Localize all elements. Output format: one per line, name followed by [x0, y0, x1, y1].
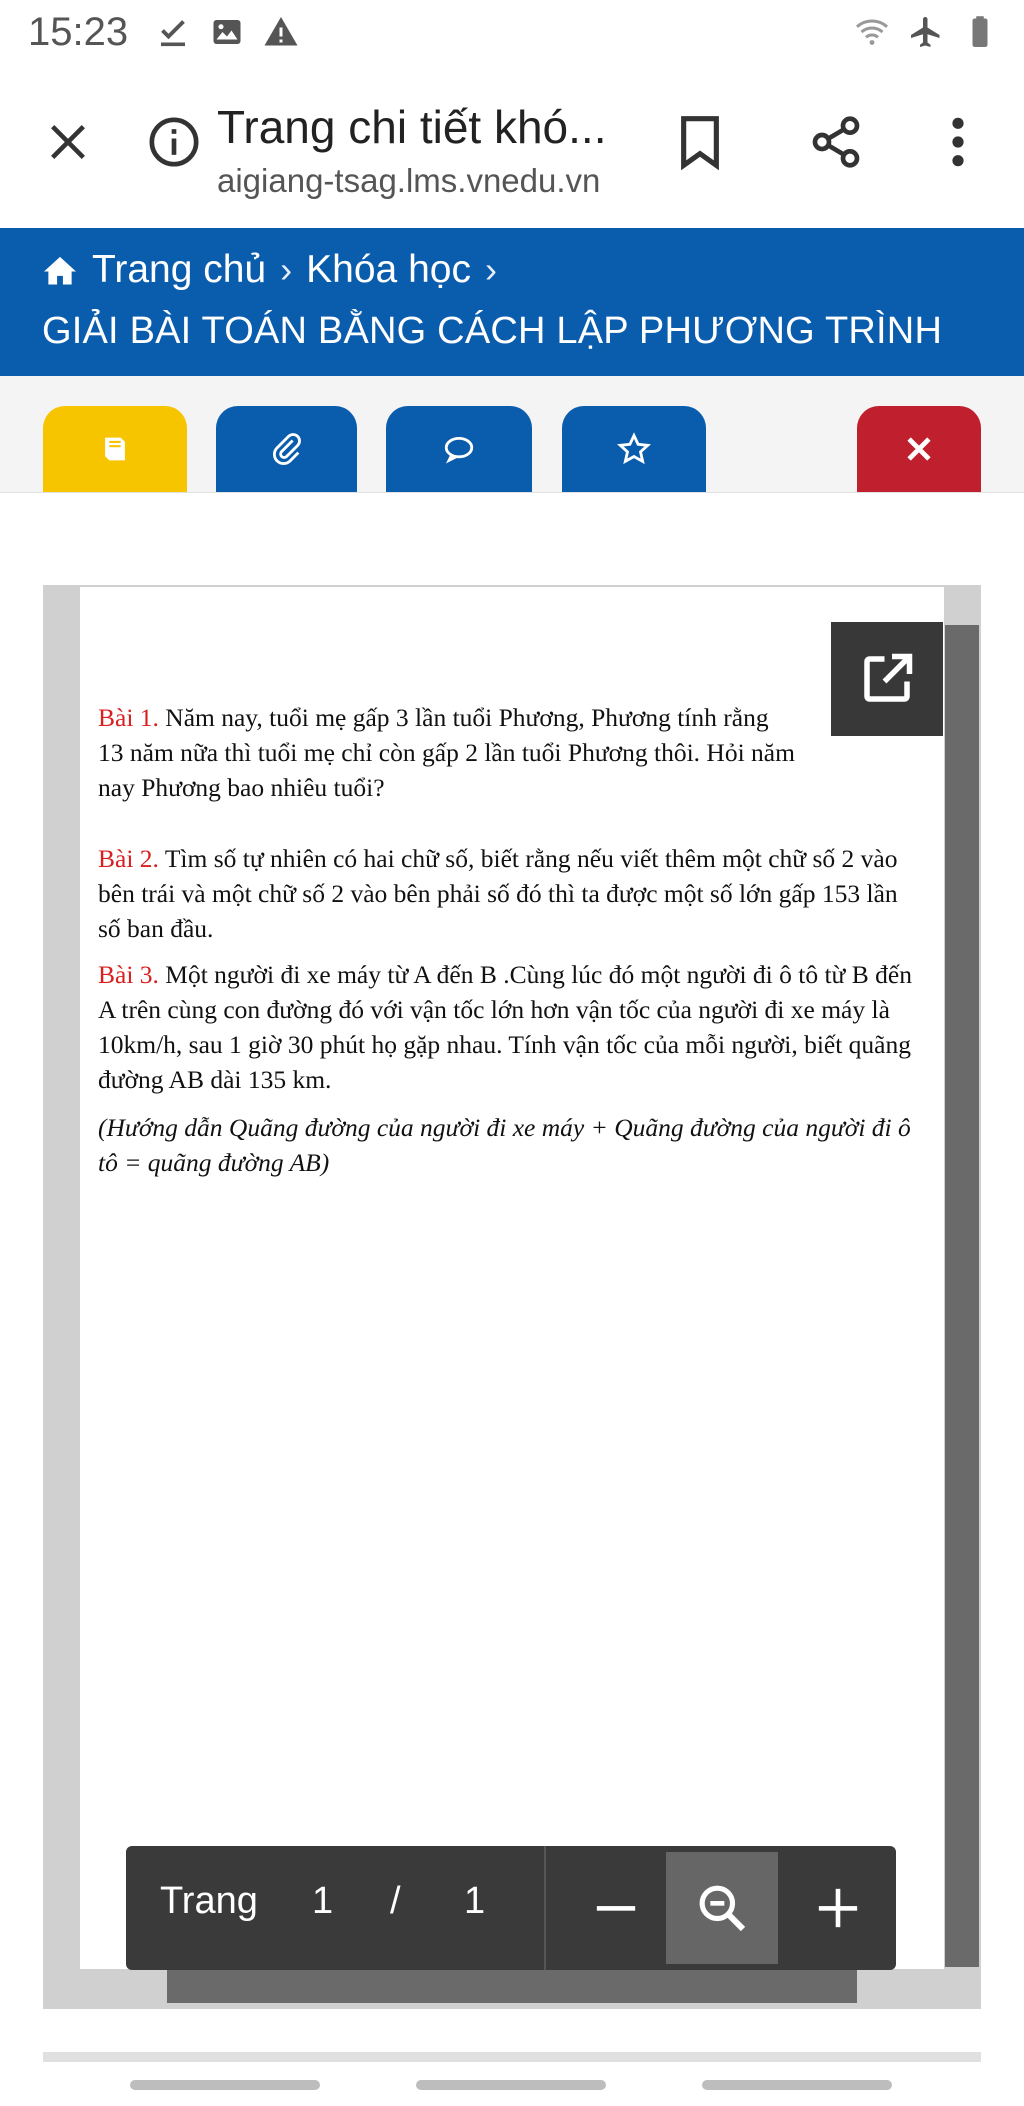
page-label: Trang	[160, 1880, 258, 1922]
home-icon	[42, 254, 78, 286]
site-info-button[interactable]	[138, 106, 210, 178]
scrollbar-thumb[interactable]	[945, 625, 979, 1967]
close-icon	[902, 432, 936, 466]
image-icon	[209, 14, 245, 50]
clock: 15:23	[28, 10, 129, 54]
breadcrumb-home[interactable]: Trang chủ	[92, 248, 267, 291]
status-bar	[0, 0, 1024, 68]
warning-icon	[263, 14, 299, 50]
share-button[interactable]	[800, 106, 872, 178]
browser-toolbar	[0, 68, 1024, 229]
system-nav-handle[interactable]	[702, 2080, 892, 2090]
current-page[interactable]: 1	[312, 1880, 334, 1922]
lesson-tabs	[0, 376, 1024, 493]
more-vert-icon	[938, 114, 978, 170]
tab-attachments[interactable]	[216, 406, 357, 492]
page-title: Trang chi tiết khó...	[217, 101, 607, 153]
zoom-in-button[interactable]	[788, 1856, 888, 1960]
minus-icon	[593, 1885, 639, 1931]
tab-comments[interactable]	[386, 406, 532, 492]
zoom-out-button[interactable]	[566, 1856, 666, 1960]
close-icon	[45, 119, 91, 165]
horizontal-scrollbar[interactable]	[167, 1969, 857, 2003]
share-icon	[808, 114, 864, 170]
chevron-right-icon: ›	[484, 249, 497, 290]
course-header	[0, 228, 1024, 376]
star-icon	[617, 432, 651, 466]
bookmark-icon	[675, 114, 725, 170]
battery-icon	[962, 14, 998, 50]
bookmark-button[interactable]	[664, 106, 736, 178]
problem-2	[98, 841, 918, 946]
page-separator: /	[390, 1880, 401, 1922]
download-done-icon	[155, 14, 191, 50]
problem-3	[98, 957, 918, 1097]
problem-label: Bài 2.	[98, 844, 159, 873]
system-nav-handle[interactable]	[416, 2080, 606, 2090]
problem-1	[98, 700, 798, 805]
breadcrumb	[42, 248, 497, 292]
book-icon	[98, 432, 132, 466]
zoom-reset-button[interactable]	[666, 1852, 778, 1964]
close-tab-button[interactable]	[32, 106, 104, 178]
problem-text: Năm nay, tuổi mẹ gấp 3 lần tuổi Phương, Phương tính rằng 13 năm nữa thì tuổi mẹ chỉ còn gấp 2 lần tuổi Phương thôi. Hỏi năm nay Phương bao nhiêu tuổi?	[98, 703, 795, 802]
divider	[544, 1846, 546, 1970]
more-menu-button[interactable]	[922, 106, 994, 178]
tab-close[interactable]	[857, 406, 981, 492]
zoom-search-icon	[694, 1880, 750, 1936]
info-icon	[146, 114, 202, 170]
paperclip-icon	[270, 432, 304, 466]
document-text	[98, 700, 918, 1180]
page-controls	[126, 1846, 896, 1970]
lesson-title: GIẢI BÀI TOÁN BẰNG CÁCH LẬP PHƯƠNG TRÌNH	[42, 310, 943, 352]
system-nav-handle[interactable]	[130, 2080, 320, 2090]
problem-text: Một người đi xe máy từ A đến B .Cùng lúc đó một người đi ô tô từ B đến A trên cùng con đường đó với vận tốc lớn hơn vận tốc của người đi xe máy là 10km/h, sau 1 giờ 30 phút họ gặp nhau. Tính vận tốc của mỗi người, biết quãng đường AB dài 135 km.	[98, 960, 912, 1094]
comment-icon	[442, 432, 476, 466]
problem-label: Bài 1.	[98, 703, 159, 732]
problem-label: Bài 3.	[98, 960, 159, 989]
airplane-icon	[908, 14, 944, 50]
url-text[interactable]: aigiang-tsag.lms.vnedu.vn	[217, 162, 601, 199]
breadcrumb-courses[interactable]: Khóa học	[306, 248, 471, 291]
chevron-right-icon: ›	[280, 249, 293, 290]
tab-favorite[interactable]	[562, 406, 706, 492]
wifi-icon	[854, 14, 890, 50]
total-pages: 1	[464, 1880, 486, 1922]
problem-hint: (Hướng dẫn Quãng đường của người đi xe máy + Quãng đường của người đi ô tô = quãng đường AB)	[98, 1113, 911, 1177]
plus-icon	[815, 1885, 861, 1931]
problem-text: Tìm số tự nhiên có hai chữ số, biết rằng nếu viết thêm một chữ số 2 vào bên trái và một chữ số 2 vào bên phải số đó thì ta được một số lớn gấp 153 lần số ban đầu.	[98, 844, 898, 943]
tab-content[interactable]	[43, 406, 187, 492]
page-footer-line	[43, 2052, 981, 2062]
